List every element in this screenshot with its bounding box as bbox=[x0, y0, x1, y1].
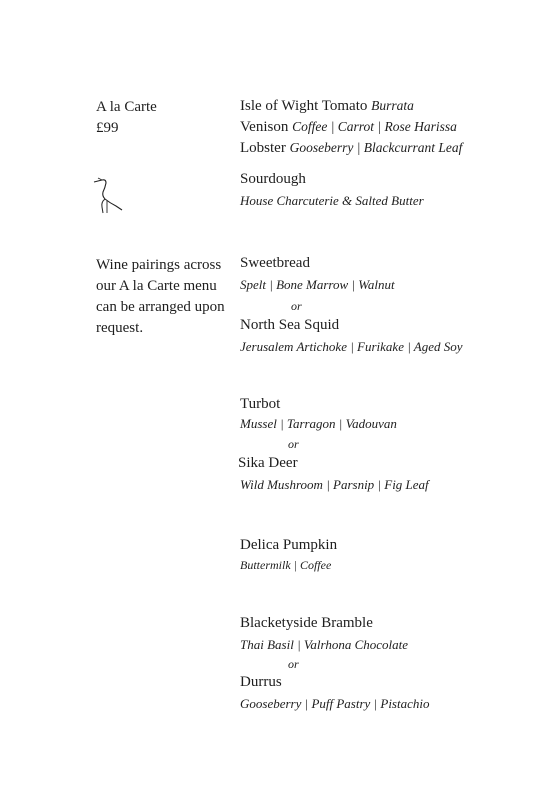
dish-detail: Burrata bbox=[371, 98, 414, 113]
dish-line-1 bbox=[240, 98, 414, 115]
or-separator-1: or bbox=[291, 299, 302, 313]
menu-price: £99 bbox=[96, 120, 119, 136]
dish-name: Lobster bbox=[240, 140, 286, 156]
dish-detail: Gooseberry | Blackcurrant Leaf bbox=[289, 140, 463, 155]
deer-detail: Wild Mushroom | Parsnip | Fig Leaf bbox=[240, 477, 429, 492]
squid-detail: Jerusalem Artichoke | Furikake | Aged Soy bbox=[240, 339, 463, 354]
dish-line-2 bbox=[240, 119, 457, 136]
pumpkin-name: Delica Pumpkin bbox=[240, 537, 338, 553]
dish-line-3 bbox=[240, 140, 462, 157]
sweetbread-detail: Spelt | Bone Marrow | Walnut bbox=[240, 277, 395, 292]
heron-icon bbox=[92, 176, 126, 214]
sourdough-detail: House Charcuterie & Salted Butter bbox=[240, 193, 424, 208]
dish-name: Isle of Wight Tomato bbox=[240, 98, 368, 114]
bramble-name: Blacketyside Bramble bbox=[240, 615, 373, 631]
wine-line-2: our A la Carte menu bbox=[96, 278, 217, 294]
menu-title: A la Carte bbox=[96, 99, 157, 115]
or-separator-2: or bbox=[288, 437, 299, 451]
sweetbread-name: Sweetbread bbox=[240, 255, 310, 271]
pumpkin-detail: Buttermilk | Coffee bbox=[240, 558, 332, 572]
sourdough-name: Sourdough bbox=[240, 171, 306, 187]
dish-detail: Coffee | Carrot | Rose Harissa bbox=[292, 119, 457, 134]
dish-name: Venison bbox=[240, 119, 289, 135]
or-separator-3: or bbox=[288, 657, 299, 671]
bramble-detail: Thai Basil | Valrhona Chocolate bbox=[240, 637, 409, 652]
wine-line-1: Wine pairings across bbox=[96, 257, 222, 273]
wine-line-4: request. bbox=[96, 320, 144, 336]
turbot-detail: Mussel | Tarragon | Vadouvan bbox=[240, 416, 397, 431]
squid-name: North Sea Squid bbox=[240, 317, 340, 333]
deer-name: Sika Deer bbox=[238, 455, 298, 471]
turbot-name: Turbot bbox=[240, 396, 281, 412]
durrus-detail: Gooseberry | Puff Pastry | Pistachio bbox=[240, 696, 430, 711]
durrus-name: Durrus bbox=[240, 674, 282, 690]
wine-line-3: can be arranged upon bbox=[96, 299, 225, 315]
